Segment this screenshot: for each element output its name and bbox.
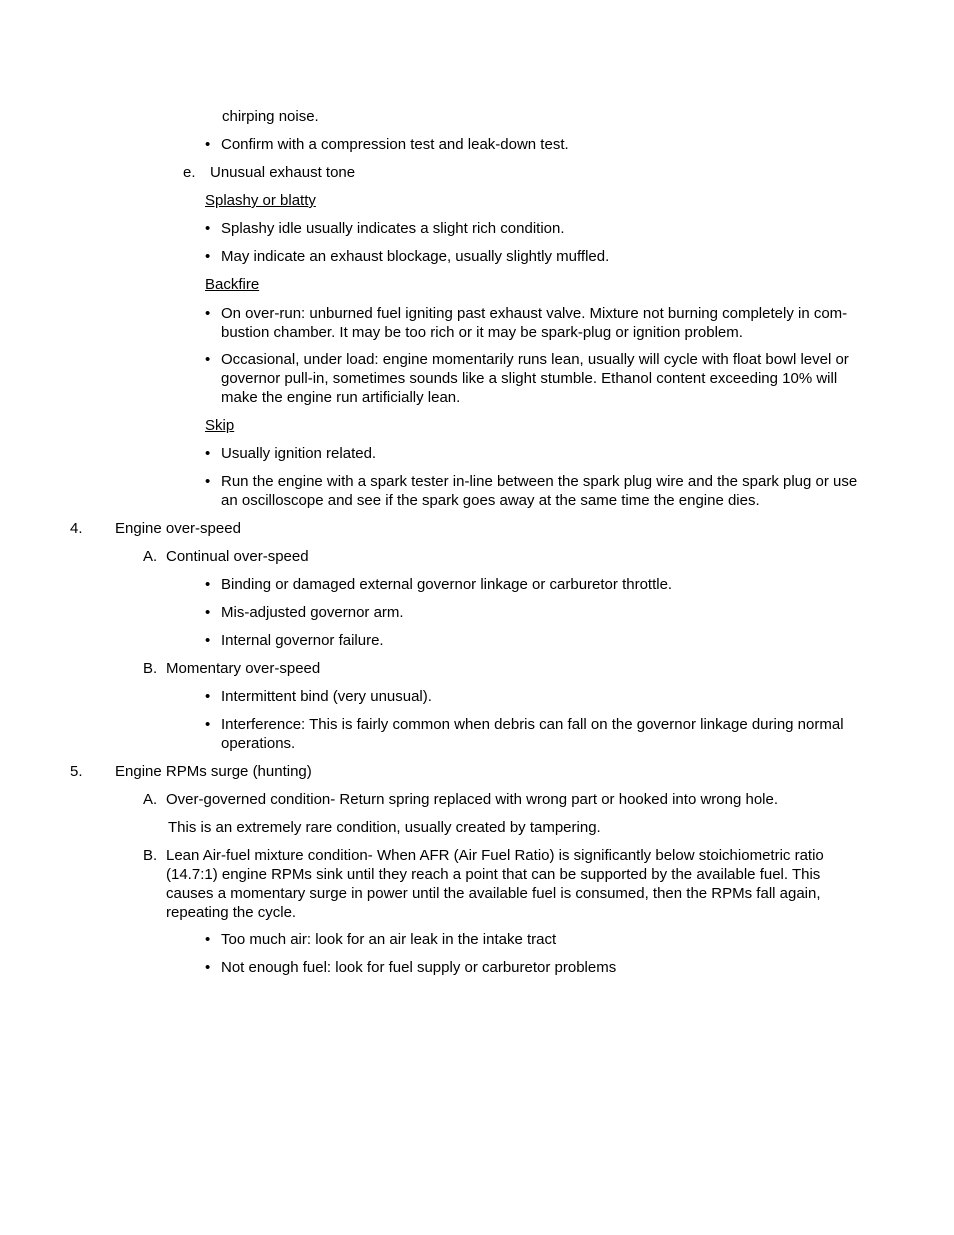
bullet-icon: • xyxy=(205,473,211,490)
item-5-number: 5. xyxy=(70,763,83,780)
bullet-text: Internal governor failure. xyxy=(221,632,384,649)
item-4b-marker: B. xyxy=(143,660,158,677)
subheading-backfire: Backfire xyxy=(205,276,260,293)
bullet-icon: • xyxy=(205,305,211,322)
bullet-text: On over-run: unburned fuel igniting past exhaust valve. Mixture not burning completely in com-bustion chamber. It may be too rich or it may be spark-plug or ignition problem. xyxy=(221,305,848,341)
bullet-text: Not enough fuel: look for fuel supply or carburetor problems xyxy=(221,959,617,976)
item-5a-label: Over-governed condition- Return spring replaced with wrong part or hooked into wrong hole. xyxy=(166,791,779,808)
item-5b-marker: B. xyxy=(143,847,158,864)
bullet-text: Occasional, under load: engine momentarily runs lean, usually will cycle with float bowl level or governor pull-in, sometimes sounds like a slight stumble. Ethanol content exceeding 10% will make the engine run artificially lean. xyxy=(221,351,849,406)
item-4-number: 4. xyxy=(70,520,83,537)
item-4-title: Engine over-speed xyxy=(115,520,241,537)
bullet-icon: • xyxy=(205,716,211,733)
bullet-icon: • xyxy=(205,931,211,948)
item-e-marker: e. xyxy=(183,164,196,181)
bullet-icon: • xyxy=(205,445,211,462)
item-5b-label: Lean Air-fuel mixture condition- When AFR (Air Fuel Ratio) is significantly below stoichiometric ratio (14.7:1) engine RPMs sink until they reach a point that can be supported by the available fuel. This causes a momentary surge in power until the available fuel is consumed, then the RPMs fall again, repeating the cycle. xyxy=(166,847,824,921)
bullet-text: Mis-adjusted governor arm. xyxy=(221,604,404,621)
bullet-icon: • xyxy=(205,604,211,621)
bullet-icon: • xyxy=(205,959,211,976)
bullet-icon: • xyxy=(205,688,211,705)
bullet-icon: • xyxy=(205,632,211,649)
bullet-text: Binding or damaged external governor linkage or carburetor throttle. xyxy=(221,576,673,593)
subheading-skip: Skip xyxy=(205,417,235,434)
bullet-text: Usually ignition related. xyxy=(221,445,377,462)
subheading-splashy: Splashy or blatty xyxy=(205,192,316,209)
bullet-text: May indicate an exhaust blockage, usually slightly muffled. xyxy=(221,248,610,265)
bullet-text: Intermittent bind (very unusual). xyxy=(221,688,432,705)
item-e-label: Unusual exhaust tone xyxy=(210,164,356,181)
bullet-icon: • xyxy=(205,576,211,593)
bullet-text: Confirm with a compression test and leak-down test. xyxy=(221,136,569,153)
bullet-icon: • xyxy=(205,220,211,237)
item-5-title: Engine RPMs surge (hunting) xyxy=(115,763,312,780)
bullet-text: Run the engine with a spark tester in-line between the spark plug wire and the spark plug or use an oscilloscope and see if the spark goes away at the same time the engine dies. xyxy=(221,473,858,509)
item-5a-note: This is an extremely rare condition, usually created by tampering. xyxy=(168,819,601,836)
bullet-text: Too much air: look for an air leak in the intake tract xyxy=(221,931,557,948)
item-4b-label: Momentary over-speed xyxy=(166,660,321,677)
bullet-icon: • xyxy=(205,351,211,368)
item-5a-marker: A. xyxy=(143,791,158,808)
continued-text: chirping noise. xyxy=(222,108,319,125)
bullet-icon: • xyxy=(205,248,211,265)
bullet-text: Interference: This is fairly common when debris can fall on the governor linkage during normal operations. xyxy=(221,716,844,752)
bullet-icon: • xyxy=(205,136,211,153)
bullet-text: Splashy idle usually indicates a slight rich condition. xyxy=(221,220,565,237)
item-4a-marker: A. xyxy=(143,548,158,565)
item-4a-label: Continual over-speed xyxy=(166,548,309,565)
